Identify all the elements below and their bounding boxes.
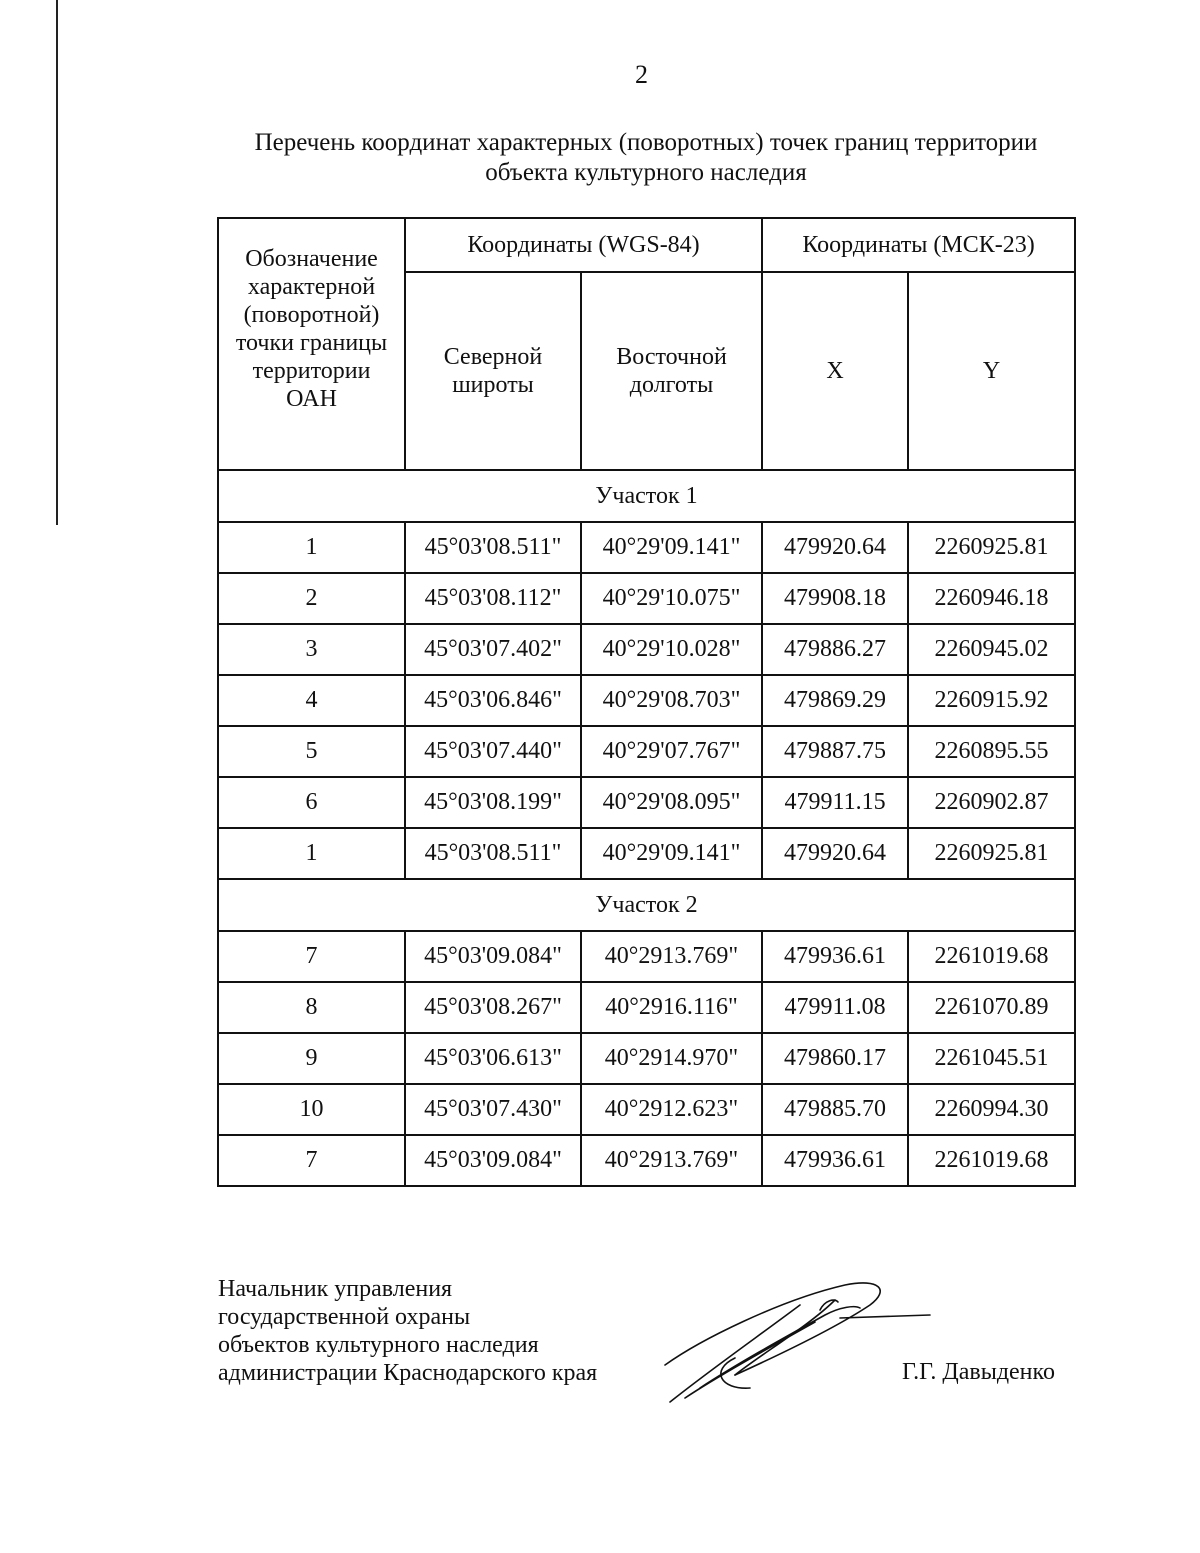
point-number-cell: 1 bbox=[218, 522, 405, 573]
x-cell: 479886.27 bbox=[762, 624, 908, 675]
table-row bbox=[218, 726, 1075, 777]
table-body bbox=[218, 470, 1075, 1186]
y-cell: 2261019.68 bbox=[908, 931, 1075, 982]
table-row bbox=[218, 931, 1075, 982]
longitude-cell: 40°29'09.141" bbox=[581, 828, 762, 879]
handwritten-signature bbox=[640, 1270, 940, 1410]
table-row bbox=[218, 1135, 1075, 1186]
table-row bbox=[218, 675, 1075, 726]
x-cell: 479911.15 bbox=[762, 777, 908, 828]
longitude-cell: 40°2914.970" bbox=[581, 1033, 762, 1084]
y-cell: 2261045.51 bbox=[908, 1033, 1075, 1084]
section-title: Участок 1 bbox=[218, 470, 1075, 522]
x-cell: 479920.64 bbox=[762, 828, 908, 879]
x-cell: 479920.64 bbox=[762, 522, 908, 573]
y-cell: 2260945.02 bbox=[908, 624, 1075, 675]
table-row bbox=[218, 522, 1075, 573]
table-row bbox=[218, 624, 1075, 675]
longitude-cell: 40°29'09.141" bbox=[581, 522, 762, 573]
header-wgs84: Координаты (WGS-84) bbox=[405, 218, 762, 272]
table-row bbox=[218, 982, 1075, 1033]
header-y: Y bbox=[908, 272, 1075, 470]
point-number-cell: 10 bbox=[218, 1084, 405, 1135]
header-longitude bbox=[581, 272, 762, 470]
longitude-cell: 40°2912.623" bbox=[581, 1084, 762, 1135]
header-latitude bbox=[405, 272, 581, 470]
latitude-cell: 45°03'07.430" bbox=[405, 1084, 581, 1135]
point-number-cell: 1 bbox=[218, 828, 405, 879]
longitude-cell: 40°29'07.767" bbox=[581, 726, 762, 777]
coordinates-table-wrapper bbox=[217, 217, 1076, 1187]
point-number-cell: 2 bbox=[218, 573, 405, 624]
table-row bbox=[218, 777, 1075, 828]
longitude-cell: 40°29'08.703" bbox=[581, 675, 762, 726]
position-line: администрации Краснодарского края bbox=[218, 1360, 598, 1386]
latitude-cell: 45°03'07.440" bbox=[405, 726, 581, 777]
title-line-2: объекта культурного наследия bbox=[485, 159, 807, 186]
y-cell: 2260946.18 bbox=[908, 573, 1075, 624]
x-cell: 479869.29 bbox=[762, 675, 908, 726]
latitude-cell: 45°03'06.613" bbox=[405, 1033, 581, 1084]
section-row bbox=[218, 470, 1075, 522]
coordinates-table bbox=[217, 217, 1076, 1187]
table-row bbox=[218, 1084, 1075, 1135]
x-cell: 479908.18 bbox=[762, 573, 908, 624]
table-row bbox=[218, 573, 1075, 624]
page-number: 2 bbox=[635, 60, 648, 89]
point-number-cell: 6 bbox=[218, 777, 405, 828]
header-x: X bbox=[762, 272, 908, 470]
header-latitude-text: Северной широты bbox=[443, 344, 543, 398]
point-number-cell: 7 bbox=[218, 1135, 405, 1186]
position-line: объектов культурного наследия bbox=[218, 1332, 539, 1358]
x-cell: 479885.70 bbox=[762, 1084, 908, 1135]
point-number-cell: 9 bbox=[218, 1033, 405, 1084]
latitude-cell: 45°03'07.402" bbox=[405, 624, 581, 675]
latitude-cell: 45°03'08.267" bbox=[405, 982, 581, 1033]
latitude-cell: 45°03'09.084" bbox=[405, 1135, 581, 1186]
section-title: Участок 2 bbox=[218, 879, 1075, 931]
position-line: государственной охраны bbox=[218, 1304, 471, 1330]
longitude-cell: 40°29'10.075" bbox=[581, 573, 762, 624]
latitude-cell: 45°03'08.511" bbox=[405, 522, 581, 573]
latitude-cell: 45°03'09.084" bbox=[405, 931, 581, 982]
signer-name: Г.Г. Давыденко bbox=[902, 1359, 1055, 1385]
header-longitude-text: Восточной долготы bbox=[616, 344, 727, 398]
point-number-cell: 4 bbox=[218, 675, 405, 726]
x-cell: 479887.75 bbox=[762, 726, 908, 777]
y-cell: 2260895.55 bbox=[908, 726, 1075, 777]
y-cell: 2260902.87 bbox=[908, 777, 1075, 828]
document-title bbox=[218, 128, 1074, 188]
y-cell: 2260925.81 bbox=[908, 828, 1075, 879]
point-number-cell: 7 bbox=[218, 931, 405, 982]
latitude-cell: 45°03'08.199" bbox=[405, 777, 581, 828]
x-cell: 479936.61 bbox=[762, 931, 908, 982]
x-cell: 479911.08 bbox=[762, 982, 908, 1033]
y-cell: 2260925.81 bbox=[908, 522, 1075, 573]
latitude-cell: 45°03'08.511" bbox=[405, 828, 581, 879]
header-designation bbox=[218, 218, 405, 470]
section-row bbox=[218, 879, 1075, 931]
longitude-cell: 40°29'08.095" bbox=[581, 777, 762, 828]
title-line-1: Перечень координат характерных (поворотных) точек границ территории bbox=[254, 129, 1038, 156]
point-number-cell: 8 bbox=[218, 982, 405, 1033]
signature-position bbox=[218, 1275, 597, 1387]
longitude-cell: 40°2913.769" bbox=[581, 1135, 762, 1186]
y-cell: 2261019.68 bbox=[908, 1135, 1075, 1186]
longitude-cell: 40°2913.769" bbox=[581, 931, 762, 982]
longitude-cell: 40°2916.116" bbox=[581, 982, 762, 1033]
y-cell: 2260994.30 bbox=[908, 1084, 1075, 1135]
point-number-cell: 3 bbox=[218, 624, 405, 675]
table-row bbox=[218, 1033, 1075, 1084]
y-cell: 2261070.89 bbox=[908, 982, 1075, 1033]
latitude-cell: 45°03'08.112" bbox=[405, 573, 581, 624]
header-designation-text: Обозначение характерной (поворотной) точки границы территории ОАН bbox=[235, 246, 388, 412]
table-row bbox=[218, 828, 1075, 879]
point-number-cell: 5 bbox=[218, 726, 405, 777]
x-cell: 479860.17 bbox=[762, 1033, 908, 1084]
latitude-cell: 45°03'06.846" bbox=[405, 675, 581, 726]
x-cell: 479936.61 bbox=[762, 1135, 908, 1186]
position-line: Начальник управления bbox=[218, 1276, 453, 1302]
longitude-cell: 40°29'10.028" bbox=[581, 624, 762, 675]
y-cell: 2260915.92 bbox=[908, 675, 1075, 726]
header-msk23: Координаты (МСК-23) bbox=[762, 218, 1075, 272]
